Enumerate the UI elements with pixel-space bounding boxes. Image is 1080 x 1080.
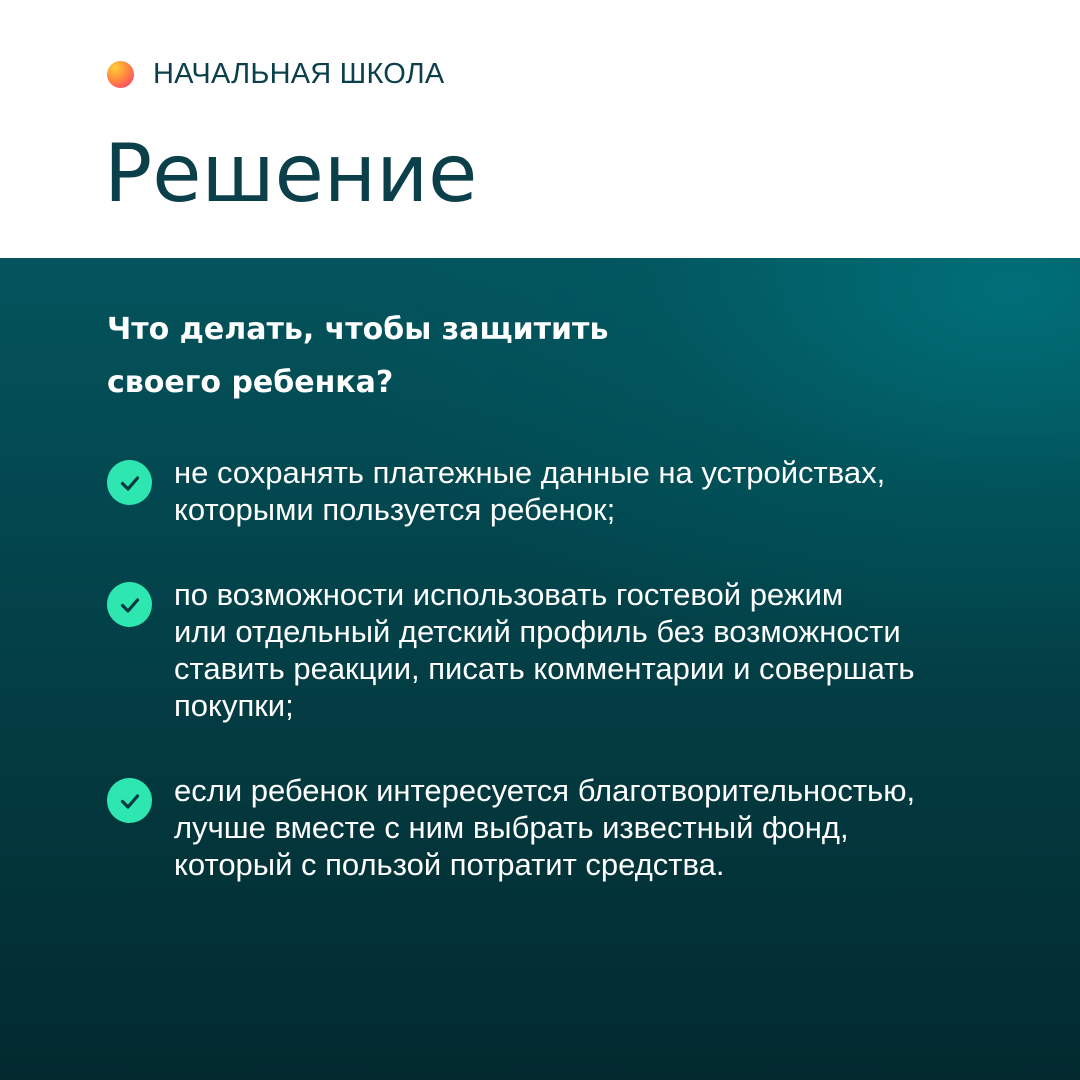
list-item-text: по возможности использовать гостевой режим или отдельный детский профиль без возможности ставить реакции, писать комментарии и совершать покупки; (174, 577, 915, 723)
brand-dot-icon (107, 61, 134, 88)
list-item (107, 454, 1007, 528)
tips-list (107, 454, 1007, 931)
brand (107, 60, 444, 89)
list-item-text: если ребенок интересуется благотворительностью, лучше вместе с ним выбрать известный фонд, который с пользой потратит средства. (174, 773, 916, 882)
list-item-text: не сохранять платежные данные на устройствах, которыми пользуется ребенок; (174, 455, 886, 527)
content-panel (0, 258, 1080, 1080)
check-circle-icon (107, 460, 152, 505)
header-section (0, 0, 1080, 258)
brand-label: НАЧАЛЬНАЯ ШКОЛА (153, 58, 445, 90)
question-text: Что делать, чтобы защитить своего ребенка? (107, 312, 609, 400)
question-heading (107, 303, 807, 409)
check-circle-icon (107, 582, 152, 627)
check-circle-icon (107, 778, 152, 823)
list-item (107, 576, 1007, 724)
list-item (107, 772, 1007, 883)
page-title: Решение (104, 127, 478, 220)
